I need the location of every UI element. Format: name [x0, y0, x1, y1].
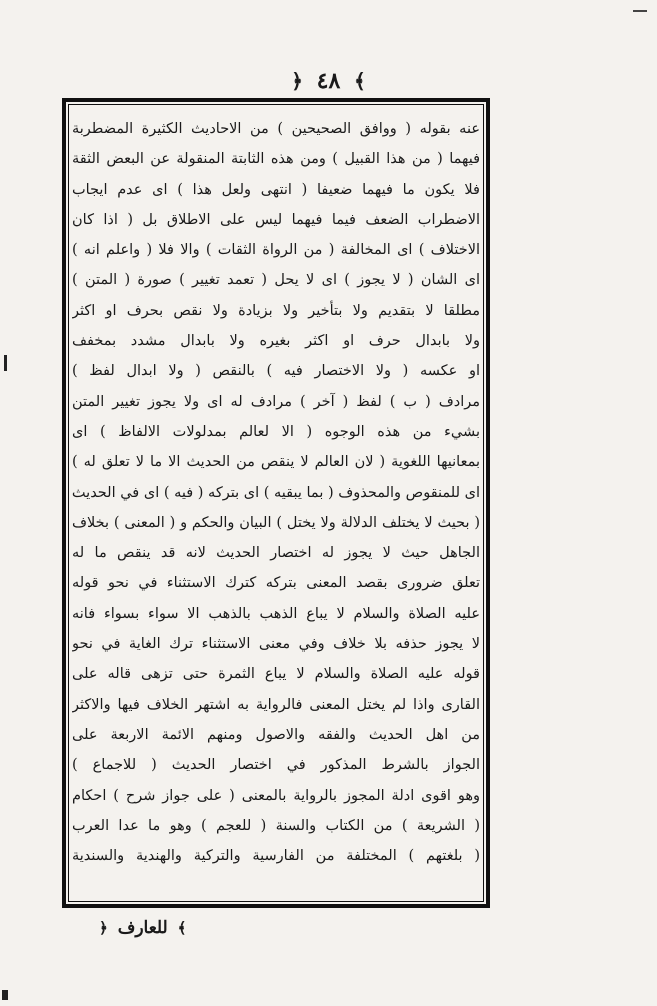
text-line: اى الشان ( لا يجوز ) اى لا يحل ( تعمد تغيير ) صورة ( المتن ) [72, 272, 480, 289]
text-line: فيهما ( من هذا القبيل ) ومن هذه الثابتة المنقولة عن البعض الثقة [72, 151, 480, 168]
ornament-icon: ﴾ [353, 69, 366, 93]
text-line: الاضطراب الضعف فيما فيهما ليس على الاطلاق بل ( اذا كان [72, 211, 480, 228]
ornament-icon: ﴿ [291, 69, 303, 93]
scan-mark [633, 10, 647, 12]
text-line: ولا بابدال حرف او اكثر بغيره ولا بابدال مشدد بمخفف [72, 333, 480, 350]
ornament-icon: ﴿ [99, 919, 108, 937]
text-line: بشيء من هذه الوجوه ( الا لعالم بمدلولات الالفاظ ) اى [72, 423, 480, 440]
body-text [72, 114, 480, 871]
text-line: الجواز بالشرط المذكور في اختصار الحديث ( للاجماع ) [72, 757, 480, 774]
text-line: الجاهل حيث لا يجوز له اختصار الحديث لانه قد ينقص ما له [72, 545, 480, 562]
text-line: او عكسه ( ولا الاختصار فيه ) بالنقص ( ولا ابدال لفظ ) [72, 363, 480, 380]
ornament-icon: ﴾ [177, 919, 187, 937]
text-line: ( الشريعة ) من الكتاب والسنة ( للعجم ) وهو ما عدا العرب [72, 817, 480, 834]
scan-mark [4, 355, 7, 371]
text-line: عنه بقوله ( ووافق الصحيحين ) من الاحاديث الكثيرة المضطربة [72, 121, 480, 137]
text-line: لا يجوز حذفه بلا خلاف وفي معنى الاستثناء ترك الغاية في نحو [72, 636, 480, 653]
page-number [0, 68, 657, 94]
scan-mark [2, 990, 8, 1000]
text-line: عليه الصلاة والسلام لا يباع الذهب بالذهب الا سواء بسواء فانه [72, 605, 480, 622]
text-line: تعلق ضرورى بقصد المعنى بتركه كترك الاستثناء في نحو قوله [72, 575, 480, 592]
page-number-value: ٤٨ [316, 68, 341, 94]
catchword [95, 918, 190, 938]
text-line: مرادف ( ب ) لفظ ( آخر ) مرادف له اى ولا يجوز تغيير المتن [72, 393, 480, 410]
text-line: من اهل الحديث والفقه والاصول ومنهم الائمة الاربعة على [72, 726, 480, 743]
text-line: الاختلاف ) اى المخالفة ( من الرواة الثقات ) والا فلا ( واعلم انه ) [72, 242, 480, 259]
catchword-text: للعارف [117, 918, 168, 938]
text-line: اى للمنقوص والمحذوف ( بما يبقيه ) اى بتركه ( فيه ) اى في الحديث [72, 484, 480, 501]
text-line: قوله عليه الصلاة والسلام لا يباع الثمرة حتى تزهى قاله على [72, 666, 480, 683]
text-line: مطلقا لا بتقديم ولا بتأخير ولا بزيادة ولا نقص بحرف او اكثر [72, 302, 480, 319]
text-line: ( بلغتهم ) المختلفة من الفارسية والتركية والهندية والسندية [72, 848, 480, 865]
text-line: وهو اقوى ادلة المجوز بالرواية بالمعنى ( على جواز شرح ) احكام [72, 787, 480, 804]
text-line: فلا يكون ما فيهما ضعيفا ( انتهى ولعل هذا ) اى عدم ايجاب [72, 181, 480, 198]
text-line: بمعانيها اللغوية ( لان العالم لا ينقص من الحديث الا ما لا تعلق له ) [72, 454, 480, 471]
text-line: ( بحيث لا يختلف الدلالة ولا يختل ) البيان والحكم و ( المعنى ) بخلاف [72, 514, 480, 531]
text-line: القارى واذا لم يختل المعنى فالرواية به اشتهر الخلاف فيها والاكثر [72, 696, 480, 713]
